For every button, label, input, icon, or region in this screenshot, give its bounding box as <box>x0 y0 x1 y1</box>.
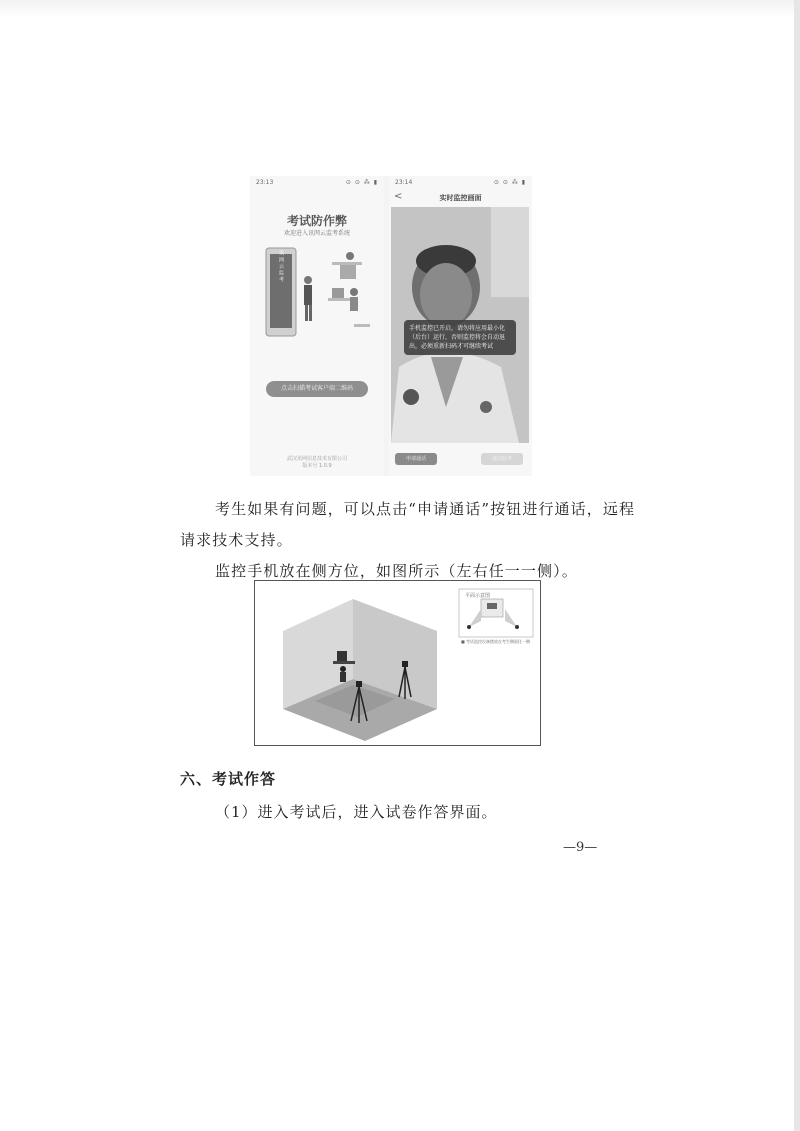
section-heading: 六、考试作答 <box>180 770 277 788</box>
status-icons: ⊙ ⊙ ⁂ ▮ <box>493 179 526 186</box>
monitor-header <box>389 191 532 205</box>
paragraph-call-line2: 请求技术支持。 <box>180 531 293 549</box>
room-setup-figure <box>254 580 541 746</box>
company-name: 武汉讯网信息技术有限公司 <box>286 456 347 462</box>
company-info <box>250 456 384 470</box>
inset-caption: ■ 考试监控设备摆放在考生侧面任一侧 <box>461 639 531 644</box>
status-bar <box>395 179 526 189</box>
request-call-button[interactable]: 申请通话 <box>395 453 437 465</box>
page-number: —9— <box>563 840 598 855</box>
status-time: 23:14 <box>395 179 413 186</box>
paragraph-call-line1: 考生如果有问题，可以点击“申请通话”按钮进行通话，远程 <box>215 500 636 518</box>
phone-monitor-screen <box>389 176 532 476</box>
app-title: 考试防作弊 <box>286 214 347 228</box>
back-icon[interactable]: < <box>394 191 403 202</box>
page-edge <box>794 0 800 1131</box>
exam-illustration <box>262 244 374 344</box>
monitor-notice: 手机监控已开启，请勿将应用最小化（后台）运行，否则监控将会自动退出，必须重新扫码才可继续考试 <box>404 320 516 355</box>
inset-title: 平面示意图 <box>465 593 491 599</box>
step-1-text: （1）进入考试后，进入试卷作答界面。 <box>215 803 498 821</box>
monitor-title: 实时监控画面 <box>439 194 482 202</box>
room-illustration <box>255 581 540 745</box>
camera-feed <box>391 207 529 443</box>
phone-screenshots <box>250 176 532 476</box>
status-bar <box>256 179 378 189</box>
phone-login-screen <box>250 176 384 476</box>
paragraph-phone-position: 监控手机放在侧方位，如图所示（左右任一一侧）。 <box>215 562 578 580</box>
status-icons: ⊙ ⊙ ⁂ ▮ <box>345 179 378 186</box>
tablet-char-1: 讯 网 云 监 考 <box>278 250 284 282</box>
app-version: 版本号 1.0.9 <box>302 463 332 469</box>
exit-monitor-button[interactable]: 退出监考 <box>481 453 523 465</box>
scan-qr-button[interactable]: 点击扫描考试客户端二维码 <box>266 381 368 397</box>
app-subtitle: 欢迎进入讯网云监考系统 <box>283 230 350 237</box>
scan-artifact <box>0 0 800 18</box>
status-time: 23:13 <box>256 179 274 186</box>
